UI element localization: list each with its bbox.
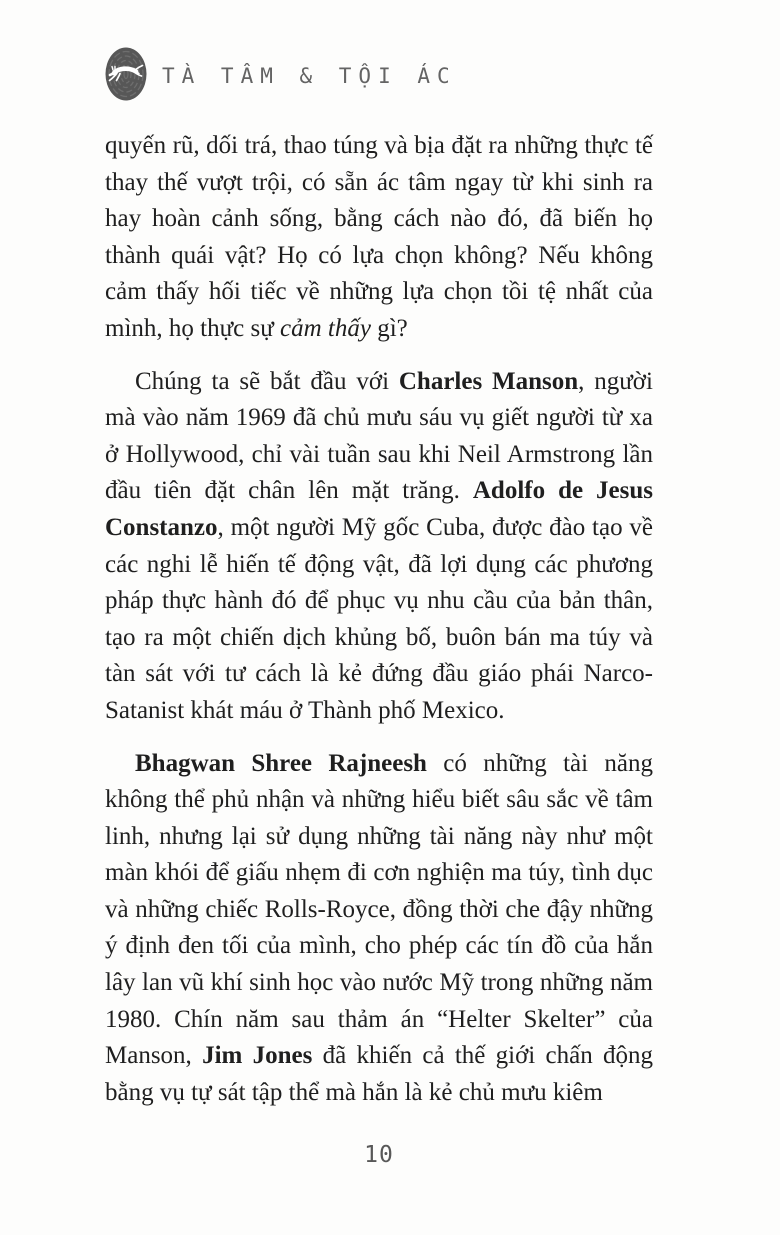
bold-text: Adolfo de Jesus Constanzo [105, 477, 654, 541]
book-running-title: TÀ TÂM & TỘI ÁC [162, 64, 457, 88]
text-run: có những tài năng không thể phủ nhận và những hiểu biết sâu sắc về tâm linh, nhưng lại sử dụng những tài năng này như một màn khói để giấu nhẹm đi cơn nghiện ma túy, tình dục và những chiếc Rolls-Royce, đồng thời che đậy những ý định đen tối của mình, cho phép các tín đồ của hắn lây lan vũ khí sinh học vào nước Mỹ trong những năm 1980. Chín năm sau thảm án “Helter Skelter” của Manson, [105, 749, 653, 1070]
text-run: đã khiến cả thế giới chấn động bằng vụ tự sát tập thể mà hắn là kẻ chủ mưu kiêm [105, 1042, 653, 1106]
paragraph [105, 364, 653, 730]
fingerprint-deer-logo-icon [104, 46, 148, 102]
bold-text: Jim Jones [202, 1042, 313, 1070]
page-header [104, 46, 457, 102]
paragraph [105, 128, 653, 348]
paragraph [105, 746, 653, 1112]
text-run: Chúng ta sẽ bắt đầu với [135, 367, 399, 395]
page-number: 10 [364, 1142, 394, 1168]
text-run: quyến rũ, dối trá, thao túng và bịa đặt ra những thực tế thay thế vượt trội, có sẵn ác tâm ngay từ khi sinh ra hay hoàn cảnh sống, bằng cách nào đó, đã biến họ thành quái vật? Họ có lựa chọn không? Nếu không cảm thấy hối tiếc về những lựa chọn tồi tệ nhất của mình, họ thực sự [105, 132, 653, 342]
text-run: , một người Mỹ gốc Cuba, được đào tạo về các nghi lễ hiến tế động vật, đã lợi dụng các phương pháp thực hành đó để phục vụ nhu cầu của bản thân, tạo ra một chiến dịch khủng bố, buôn bán ma túy và tàn sát với tư cách là kẻ đứng đầu giáo phái Narco-Satanist khát máu ở Thành phố Mexico. [105, 513, 653, 724]
bold-text: Charles Manson [398, 367, 579, 395]
page-footer [105, 1142, 653, 1168]
bold-text: Bhagwan Shree Rajneesh [135, 749, 427, 777]
italic-text: cảm thấy [280, 314, 371, 342]
body-text [105, 128, 653, 1111]
text-run: , người mà vào năm 1969 đã chủ mưu sáu vụ giết người từ xa ở Hollywood, chỉ vài tuần sau khi Neil Armstrong lần đầu tiên đặt chân lên mặt trăng. [105, 367, 653, 505]
text-run: gì? [370, 314, 408, 342]
